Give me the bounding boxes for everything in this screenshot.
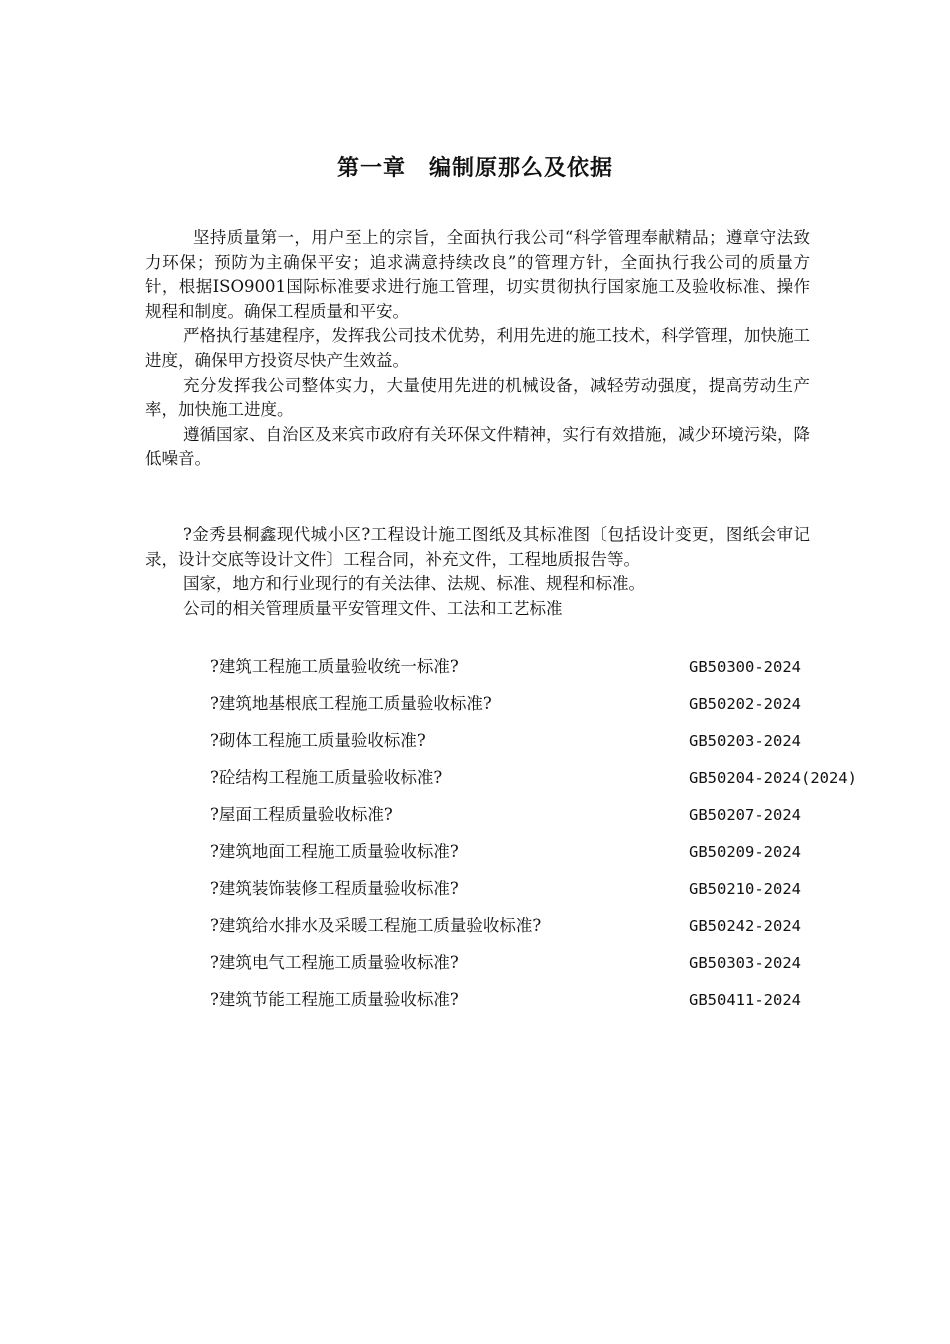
standard-name: ?建筑给水排水及采暖工程施工质量验收标准?: [210, 916, 542, 935]
standard-name: ?砌体工程施工质量验收标准?: [210, 731, 426, 750]
standard-name: ?建筑工程施工质量验收统一标准?: [210, 657, 459, 676]
standard-code: GB50210-2024: [689, 880, 801, 898]
standards-list: [0, 653, 950, 1023]
standard-name: ?砼结构工程施工质量验收标准?: [210, 768, 443, 787]
standard-item: [0, 838, 950, 875]
standard-item: [0, 801, 950, 838]
standard-name: ?建筑节能工程施工质量验收标准?: [210, 990, 459, 1009]
standard-code: GB50411-2024: [689, 991, 801, 1009]
standard-name: ?建筑装饰装修工程质量验收标准?: [210, 879, 459, 898]
standard-item: [0, 986, 950, 1023]
standard-name: ?屋面工程质量验收标准?: [210, 805, 393, 824]
standard-item: [0, 653, 950, 690]
standard-code: GB50300-2024: [689, 658, 801, 676]
principle-paragraph: 充分发挥我公司整体实力，大量使用先进的机械设备，减轻劳动强度，提高劳动生产率，加快施工进度。: [145, 375, 810, 420]
principles-section: [145, 226, 810, 472]
standard-code: GB50203-2024: [689, 732, 801, 750]
standard-item: [0, 727, 950, 764]
basis-paragraph: ?金秀县桐鑫现代城小区?工程设计施工图纸及其标准图〔包括设计变更，图纸会审记录，设计交底等设计文件〕工程合同，补充文件，工程地质报告等。: [145, 525, 810, 569]
principle-paragraph: 严格执行基建程序，发挥我公司技术优势，利用先进的施工技术，科学管理，加快施工进度，确保甲方投资尽快产生效益。: [145, 326, 810, 370]
standard-item: [0, 690, 950, 727]
standard-name: ?建筑电气工程施工质量验收标准?: [210, 953, 459, 972]
standard-item: [0, 949, 950, 986]
basis-section: [145, 523, 810, 621]
page-title: 第一章 编制原那么及依据: [336, 155, 613, 181]
standard-code: GB50202-2024: [689, 695, 801, 713]
principle-paragraph: 遵循国家、自治区及来宾市政府有关环保文件精神，实行有效措施，减少环境污染，降低噪音。: [145, 424, 810, 469]
standard-code: GB50207-2024: [689, 806, 801, 824]
standard-item: [0, 764, 950, 801]
basis-paragraph: 公司的相关管理质量平安管理文件、工法和工艺标准: [183, 598, 563, 618]
standard-name: ?建筑地基根底工程施工质量验收标准?: [210, 694, 492, 713]
standard-item: [0, 912, 950, 949]
standard-name: ?建筑地面工程施工质量验收标准?: [210, 842, 459, 861]
basis-paragraph: 国家，地方和行业现行的有关法律、法规、标准、规程和标准。: [183, 574, 645, 594]
standard-code: GB50204-2024(2024): [689, 769, 857, 787]
standard-code: GB50209-2024: [689, 843, 801, 861]
standard-code: GB50242-2024: [689, 917, 801, 935]
standard-item: [0, 875, 950, 912]
principle-paragraph: 坚持质量第一，用户至上的宗旨，全面执行我公司“科学管理奉献精品；遵章守法致力环保；预防为主确保平安；追求满意持续改良”的管理方针，全面执行我公司的质量方针，根据ISO9001国际标准要求进行施工管理，切实贯彻执行国家施工及验收标准、操作规程和制度。确保工程质量和平安。: [145, 228, 810, 321]
standard-code: GB50303-2024: [689, 954, 801, 972]
